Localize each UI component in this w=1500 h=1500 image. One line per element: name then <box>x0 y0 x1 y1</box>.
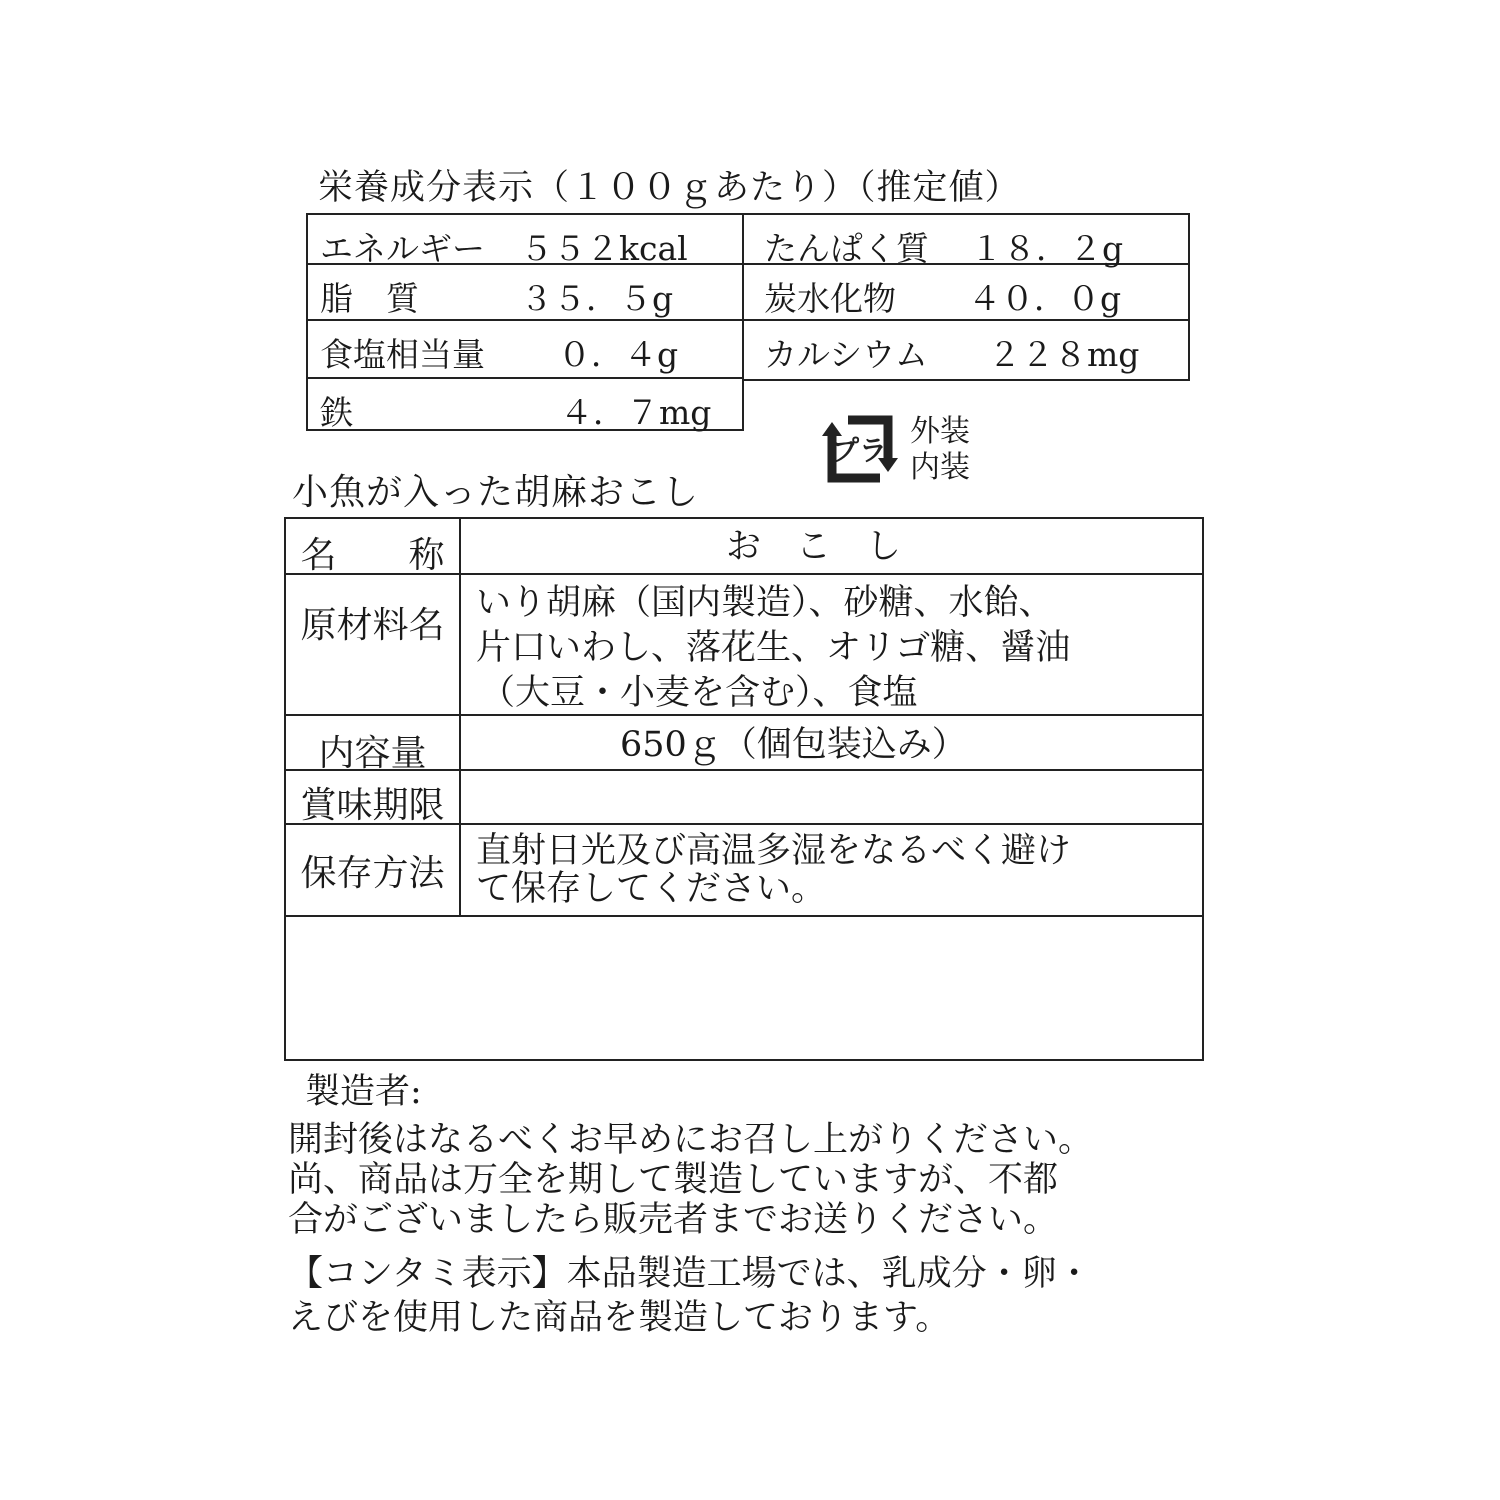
salt-label: 食塩相当量 <box>320 335 485 374</box>
calcium-value: ２２８mg <box>988 335 1140 374</box>
spec-ingredients-line: いり胡麻（国内製造）、砂糖、水飴、 <box>476 583 1054 623</box>
carb-label: 炭水化物 <box>764 279 896 318</box>
spec-storage-line: て保存してください。 <box>476 869 827 909</box>
iron-value: ４．７mg <box>560 393 712 432</box>
contamination-line: えびを使用した商品を製造しております。 <box>288 1298 951 1338</box>
maker-label: 製造者: <box>305 1072 422 1112</box>
spec-storage-line: 直射日光及び高温多湿をなるべく避け <box>476 831 1072 871</box>
nutrition-title: 栄養成分表示（１００ｇあたり）（推定値） <box>318 168 1021 208</box>
spec-content-value: 650ｇ（個包装込み） <box>620 725 967 765</box>
nutrition-row-energy <box>308 215 742 268</box>
nutrition-row-salt <box>308 321 742 379</box>
nutrition-row-iron <box>308 379 742 432</box>
product-name: 小魚が入った胡麻おこし <box>292 472 700 513</box>
notice-line: 尚、商品は万全を期して製造していますが、不都 <box>288 1160 1059 1200</box>
spec-bestbefore-label: 賞味期限 <box>300 785 445 826</box>
fat-label: 脂 質 <box>320 279 419 318</box>
protein-value: １８．２g <box>970 229 1124 268</box>
spec-name-value: お こ し <box>726 527 902 567</box>
contamination-line: 【コンタミ表示】本品製造工場では、乳成分・卵・ <box>288 1254 1092 1294</box>
nutrition-table-right <box>742 213 1190 381</box>
nutrition-row-calcium <box>742 321 1188 379</box>
nutrition-row-fat <box>308 265 742 321</box>
notice-line: 合がございましたら販売者までお送りください。 <box>288 1200 1059 1240</box>
nutrition-table-left <box>306 213 744 431</box>
spec-ingredients-line: 片口いわし、落花生、オリゴ糖、醤油 <box>476 628 1071 668</box>
energy-value: ５５２kcal <box>520 229 688 268</box>
recycle-targets <box>910 414 970 486</box>
spec-storage-label: 保存方法 <box>300 853 445 894</box>
plastic-recycle-icon <box>818 408 900 490</box>
notice-block <box>288 1120 1093 1240</box>
fat-value: ３５．５g <box>520 279 674 318</box>
recycle-mark-text: プラ <box>830 434 888 467</box>
protein-label: たんぱく質 <box>764 229 929 268</box>
spec-ingredients-line: （大豆・小麦を含む）、食塩 <box>480 673 918 713</box>
nutrition-row-protein <box>742 215 1188 268</box>
spec-table <box>284 517 1204 1061</box>
recycle-line-inner: 内装 <box>910 450 970 485</box>
spec-column-divider <box>459 519 461 917</box>
spec-name-label: 名 称 <box>300 535 445 576</box>
iron-label: 鉄 <box>320 393 353 432</box>
nutrition-row-carb <box>742 265 1188 321</box>
contamination-block <box>288 1252 1092 1340</box>
calcium-label: カルシウム <box>764 335 928 374</box>
spec-divider <box>286 915 1202 917</box>
carb-value: ４０．０g <box>968 279 1122 318</box>
spec-ingredients-label: 原材料名 <box>300 605 445 646</box>
energy-label: エネルギー <box>320 229 485 268</box>
spec-content-label: 内容量 <box>318 733 427 774</box>
notice-line: 開封後はなるべくお早めにお召し上がりください。 <box>288 1120 1094 1160</box>
recycle-line-outer: 外装 <box>910 414 970 449</box>
salt-value: ０．４g <box>558 335 679 374</box>
